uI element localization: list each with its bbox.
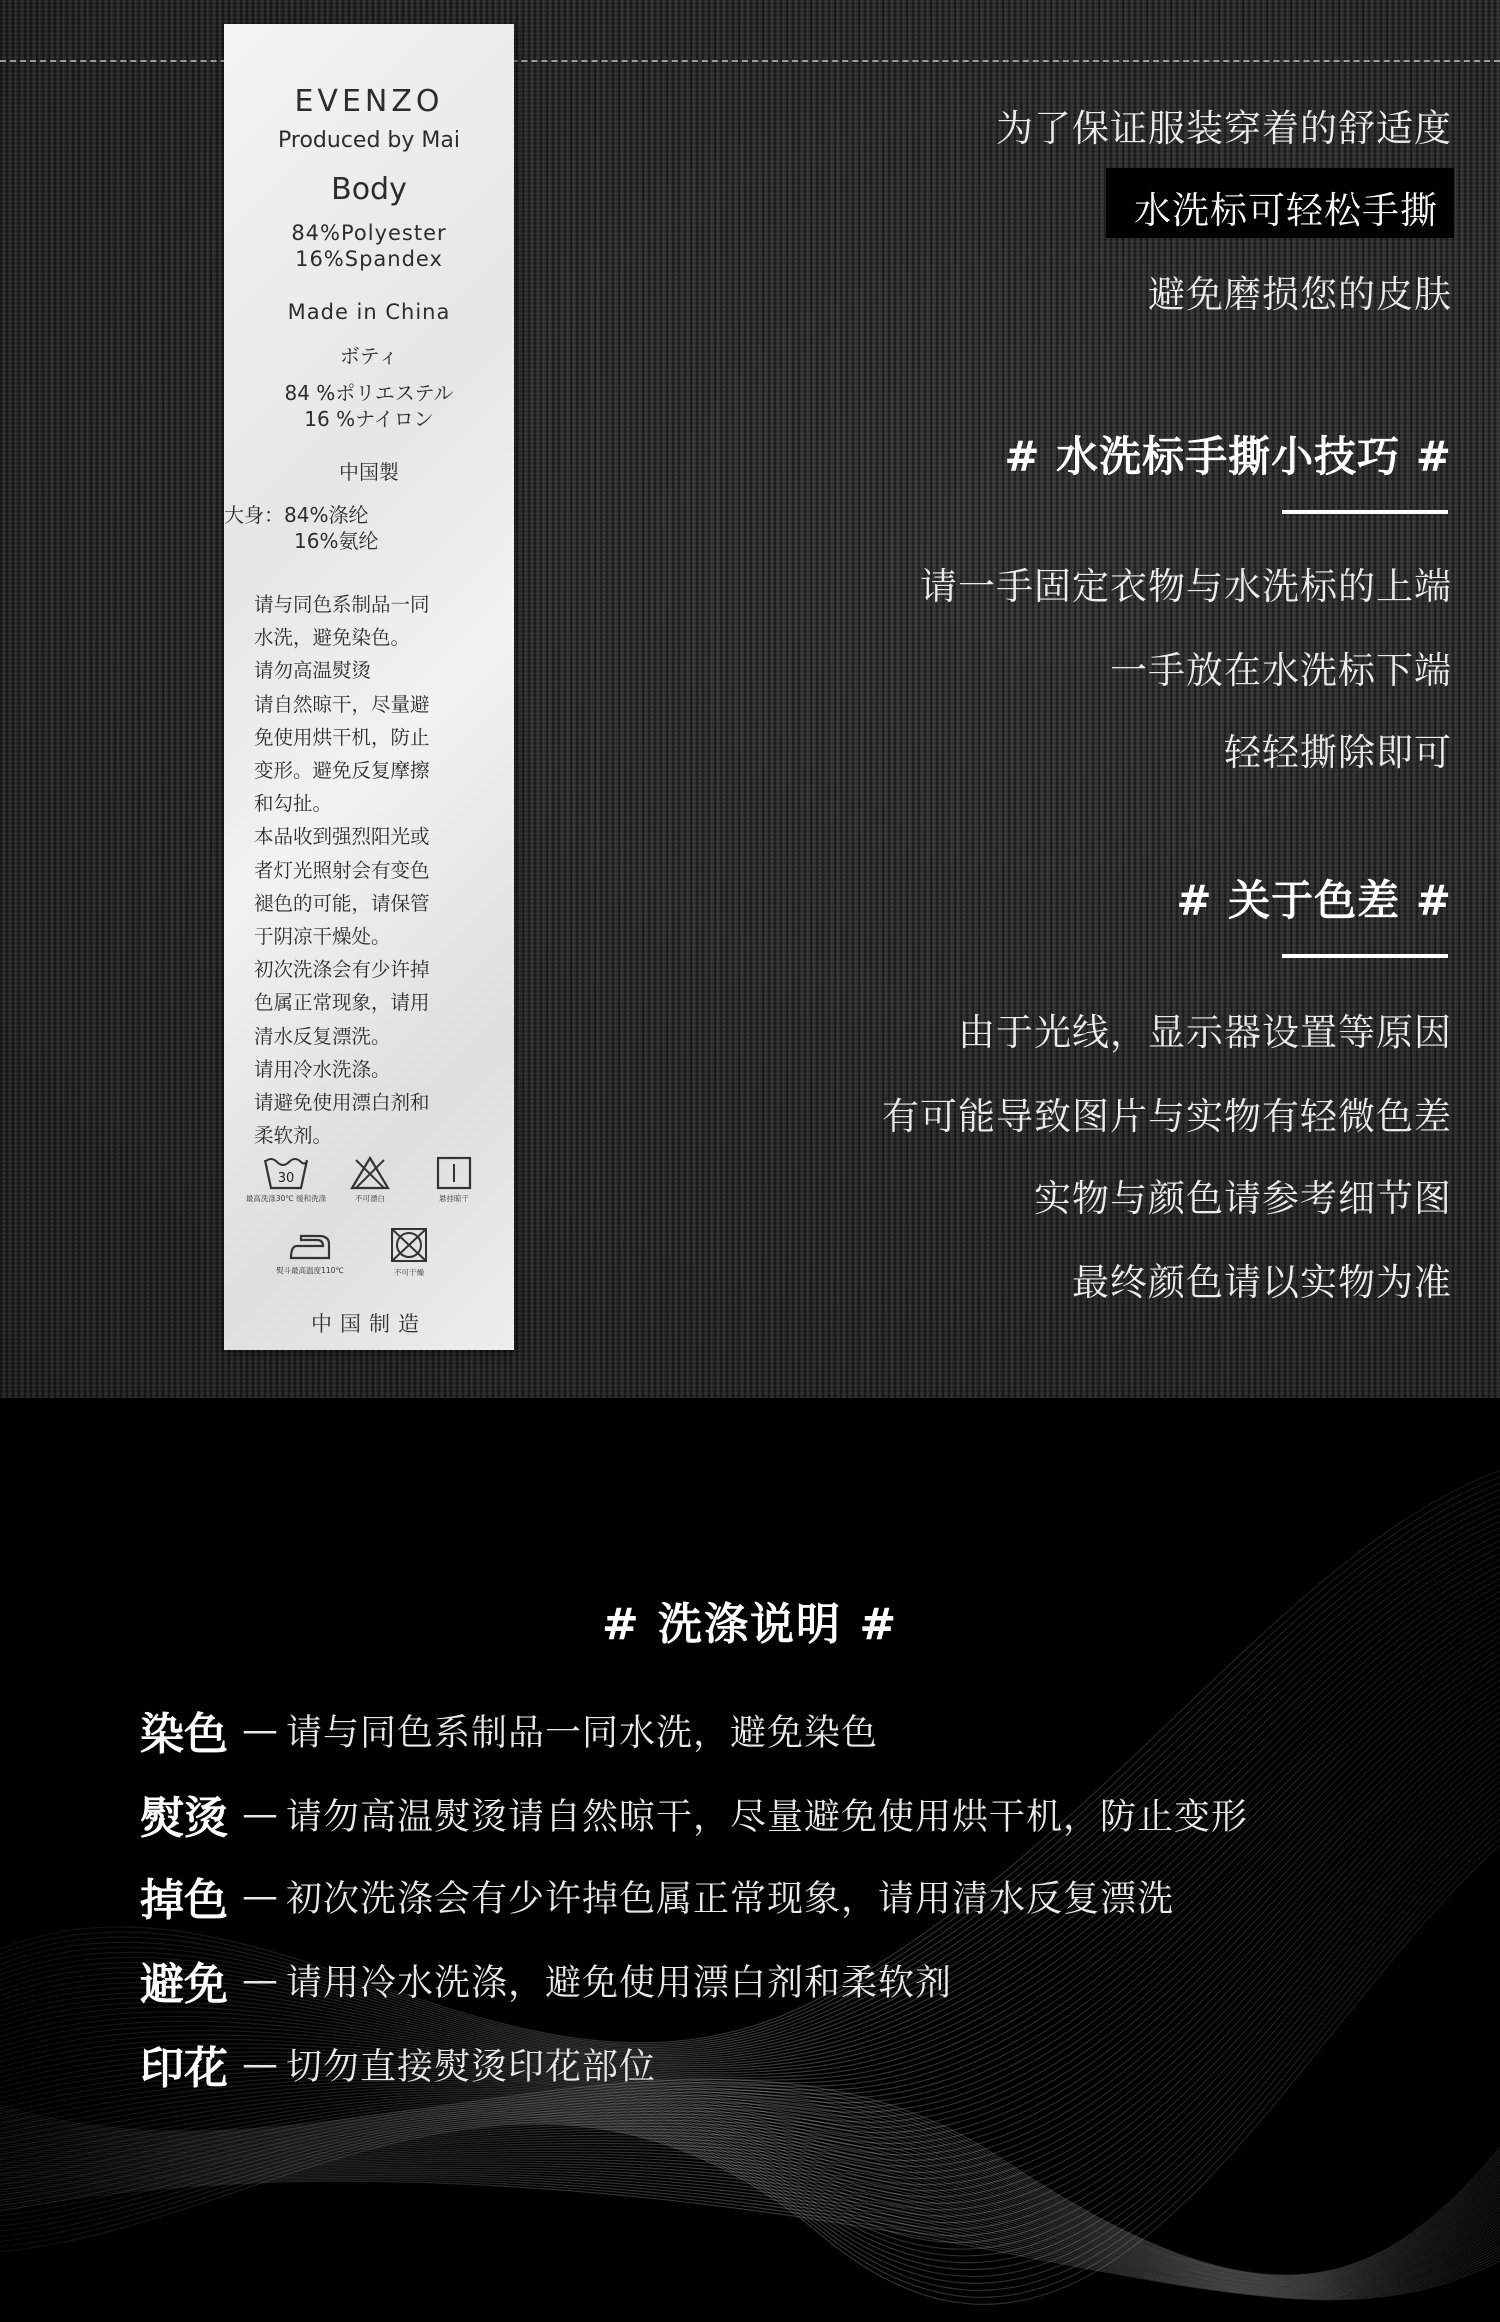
label-care-symbols [244,1154,494,1324]
fabric-jp-line: 16 %ナイロン [304,407,434,431]
care-instruction-line: 请勿高温熨烫 [254,659,372,683]
care-instruction-line: 初次洗涤会有少许掉 [254,958,430,982]
wash-key: 染色 [140,1709,228,1760]
symbol-caption: 不可漂白 [355,1194,385,1203]
tear-tip-line: 一手放在水洗标下端 [1110,649,1452,692]
symbol-caption: 熨斗最高温度110℃ [276,1266,344,1275]
wash-key: 熨烫 [140,1793,228,1844]
care-instruction-line: 清水反复漂洗。 [254,1024,391,1048]
label-care-instructions [254,588,494,1152]
care-instruction-line: 褪色的可能，请保管 [254,891,430,915]
care-instruction-line: 于阴凉干燥处。 [254,925,391,949]
color-diff-line: 由于光线，显示器设置等原因 [958,1011,1452,1054]
washing-section [0,1398,1500,2322]
care-instruction-line: 变形。避免反复摩擦 [254,759,430,783]
no-tumble-dry-icon [387,1224,431,1266]
color-diff-rule [1282,954,1448,958]
care-instruction-line: 请避免使用漂白剂和 [254,1091,430,1115]
label-made-in-cn: 中国制造 [311,1312,427,1336]
tear-tips-heading: # 水洗标手撕小技巧 # [1004,432,1452,481]
fabric-en-line: 16%Spandex [295,247,443,271]
symbol-no-bleach [340,1154,400,1203]
wash-row [140,2032,656,2092]
care-instruction-line: 请用冷水洗涤。 [254,1057,391,1081]
symbol-no-tumble-dry [374,1224,444,1277]
wash-row [140,1864,1174,1924]
symbol-caption: 不可干燥 [394,1268,424,1277]
care-instruction-line: 者灯光照射会有变色 [254,858,430,882]
wash-temp-number: 30 [277,1171,295,1186]
label-jp-made: 中国製 [339,460,399,484]
wash-dash: — [242,2043,278,2085]
wash-value: 初次洗涤会有少许掉色属正常现象，请用清水反复漂洗 [286,1878,1175,1920]
fabric-cn-line: 大身：84%涤纶 [224,503,369,527]
washing-heading: # 洗涤说明 # [601,1599,899,1650]
care-instruction-line: 免使用烘干机，防止 [254,725,430,749]
iron-icon [287,1230,333,1264]
comfort-line-3: 避免磨损您的皮肤 [1148,273,1452,316]
no-bleach-icon [348,1154,392,1192]
symbol-hang-dry [424,1154,484,1203]
label-fabric-en [224,220,514,272]
wash-key: 印花 [140,2043,228,2094]
wash-row [140,1948,952,2008]
label-section-title: Body [331,172,407,207]
wash-value: 请与同色系制品一同水洗，避免染色 [286,1712,879,1754]
wave-line [0,1602,1500,2094]
wash-value: 请用冷水洗涤，避免使用漂白剂和柔软剂 [286,1962,953,2004]
label-fabric-jp [224,380,514,432]
wash-dash: — [242,1793,278,1835]
hang-dry-icon [434,1154,474,1192]
wash-key: 避免 [140,1959,228,2010]
label-brand-logo: EVENZO [294,84,444,119]
care-instruction-line: 色属正常现象，请用 [254,991,430,1015]
wash-dash: — [242,1959,278,2001]
wash-30-icon [262,1154,310,1192]
wash-value: 切勿直接熨烫印花部位 [286,2046,657,2088]
wash-row [140,1698,878,1758]
care-label [224,24,514,1350]
label-fabric-cn [224,502,514,554]
wash-key: 掉色 [140,1875,228,1926]
wave-line [0,1608,1500,2098]
care-instruction-line: 水洗，避免染色。 [254,626,411,650]
care-instruction-line: 柔软剂。 [254,1124,333,1148]
color-diff-line: 最终颜色请以实物为准 [1072,1261,1452,1304]
fabric-jp-line: 84 %ポリエステル [284,381,454,405]
tear-tip-line: 轻轻撕除即可 [1224,731,1452,774]
color-diff-heading: # 关于色差 # [1176,876,1452,925]
tear-tips-rule [1282,510,1448,514]
symbol-wash-30 [244,1154,328,1203]
tear-tip-line: 请一手固定衣物与水洗标的上端 [920,565,1452,608]
comfort-line-1: 为了保证服装穿着的舒适度 [996,107,1452,150]
label-produced-by: Produced by Mai [278,128,460,153]
color-diff-line: 实物与颜色请参考细节图 [1034,1177,1452,1220]
symbol-iron [260,1230,360,1275]
wash-dash: — [242,1875,278,1917]
wave-background [0,1398,1500,2322]
comfort-highlight: 水洗标可轻松手撕 [1134,189,1438,232]
wash-dash: — [242,1709,278,1751]
fabric-cn-line: 16%氨纶 [294,529,379,553]
care-instruction-line: 本品收到强烈阳光或 [254,825,430,849]
care-instruction-line: 请与同色系制品一同 [254,593,430,616]
label-made-in: Made in China [287,300,451,324]
symbol-caption: 悬挂晾干 [439,1194,469,1203]
fabric-en-line: 84%Polyester [291,221,447,245]
color-diff-line: 有可能导致图片与实物有轻微色差 [882,1095,1452,1138]
care-instruction-line: 请自然晾干，尽量避 [254,692,430,716]
wash-value: 请勿高温熨烫请自然晾干，尽量避免使用烘干机，防止变形 [286,1796,1249,1838]
wash-row [140,1782,1248,1842]
label-jp-body: ボティ [339,344,399,368]
care-instruction-line: 和勾扯。 [254,792,333,816]
symbol-caption: 最高洗涤30℃ 缓和洗涤 [245,1194,327,1203]
